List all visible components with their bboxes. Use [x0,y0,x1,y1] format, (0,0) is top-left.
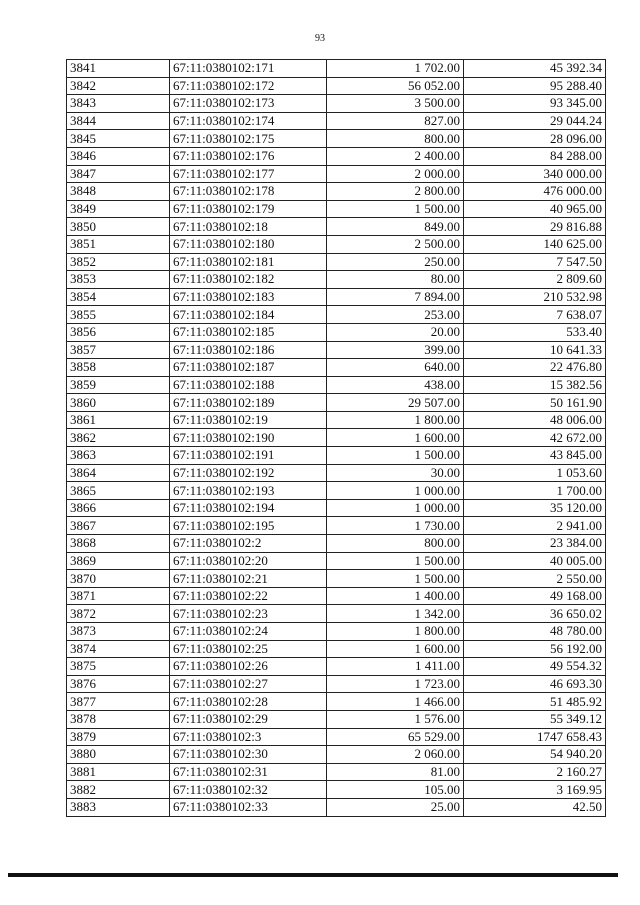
area-cell: 2 400.00 [327,147,464,165]
value-cell: 210 532.98 [464,288,606,306]
table-row [67,728,606,746]
value-cell: 42.50 [464,798,606,816]
area-cell: 2 800.00 [327,183,464,201]
area-cell: 1 000.00 [327,499,464,517]
cadastral-number-cell: 67:11:0380102:194 [170,499,327,517]
value-cell: 51 485.92 [464,693,606,711]
table-row [67,218,606,236]
value-cell: 10 641.33 [464,341,606,359]
area-cell: 1 800.00 [327,623,464,641]
area-cell: 81.00 [327,763,464,781]
cadastral-number-cell: 67:11:0380102:21 [170,570,327,588]
row-number-cell: 3882 [67,781,170,799]
table-row [67,640,606,658]
cadastral-number-cell: 67:11:0380102:18 [170,218,327,236]
cadastral-number-cell: 67:11:0380102:189 [170,394,327,412]
row-number-cell: 3851 [67,235,170,253]
cadastral-number-cell: 67:11:0380102:183 [170,288,327,306]
table-row [67,288,606,306]
table-row [67,323,606,341]
cadastral-number-cell: 67:11:0380102:191 [170,447,327,465]
value-cell: 29 816.88 [464,218,606,236]
value-cell: 55 349.12 [464,710,606,728]
cadastral-number-cell: 67:11:0380102:186 [170,341,327,359]
value-cell: 1747 658.43 [464,728,606,746]
bottom-divider [8,873,618,877]
area-cell: 7 894.00 [327,288,464,306]
area-cell: 29 507.00 [327,394,464,412]
area-cell: 30.00 [327,464,464,482]
value-cell: 340 000.00 [464,165,606,183]
table-row [67,746,606,764]
area-cell: 827.00 [327,112,464,130]
row-number-cell: 3863 [67,447,170,465]
table-row [67,183,606,201]
row-number-cell: 3853 [67,271,170,289]
value-cell: 7 638.07 [464,306,606,324]
area-cell: 1 730.00 [327,517,464,535]
row-number-cell: 3878 [67,710,170,728]
value-cell: 95 288.40 [464,77,606,95]
value-cell: 1 053.60 [464,464,606,482]
table-row [67,130,606,148]
area-cell: 1 000.00 [327,482,464,500]
value-cell: 22 476.80 [464,359,606,377]
area-cell: 1 400.00 [327,587,464,605]
value-cell: 2 809.60 [464,271,606,289]
row-number-cell: 3848 [67,183,170,201]
cadastral-number-cell: 67:11:0380102:179 [170,200,327,218]
cadastral-number-cell: 67:11:0380102:30 [170,746,327,764]
value-cell: 15 382.56 [464,376,606,394]
cadastral-number-cell: 67:11:0380102:3 [170,728,327,746]
row-number-cell: 3850 [67,218,170,236]
cadastral-number-cell: 67:11:0380102:19 [170,411,327,429]
area-cell: 800.00 [327,535,464,553]
area-cell: 1 500.00 [327,447,464,465]
row-number-cell: 3849 [67,200,170,218]
area-cell: 65 529.00 [327,728,464,746]
table-row [67,658,606,676]
table-row [67,77,606,95]
row-number-cell: 3883 [67,798,170,816]
row-number-cell: 3879 [67,728,170,746]
area-cell: 800.00 [327,130,464,148]
cadastral-table [66,59,606,817]
table-row [67,499,606,517]
area-cell: 1 723.00 [327,675,464,693]
value-cell: 50 161.90 [464,394,606,412]
table-row [67,112,606,130]
table-row [67,605,606,623]
value-cell: 23 384.00 [464,535,606,553]
table-row [67,429,606,447]
cadastral-number-cell: 67:11:0380102:172 [170,77,327,95]
row-number-cell: 3875 [67,658,170,676]
cadastral-number-cell: 67:11:0380102:171 [170,60,327,78]
cadastral-number-cell: 67:11:0380102:22 [170,587,327,605]
value-cell: 29 044.24 [464,112,606,130]
value-cell: 84 288.00 [464,147,606,165]
value-cell: 40 965.00 [464,200,606,218]
cadastral-number-cell: 67:11:0380102:181 [170,253,327,271]
value-cell: 45 392.34 [464,60,606,78]
row-number-cell: 3868 [67,535,170,553]
value-cell: 7 547.50 [464,253,606,271]
page-number: 93 [315,33,325,44]
area-cell: 1 500.00 [327,200,464,218]
area-cell: 1 466.00 [327,693,464,711]
value-cell: 54 940.20 [464,746,606,764]
table-row [67,359,606,377]
cadastral-number-cell: 67:11:0380102:175 [170,130,327,148]
table-row [67,798,606,816]
table-row [67,552,606,570]
table-row [67,271,606,289]
cadastral-number-cell: 67:11:0380102:28 [170,693,327,711]
value-cell: 49 554.32 [464,658,606,676]
cadastral-number-cell: 67:11:0380102:27 [170,675,327,693]
row-number-cell: 3847 [67,165,170,183]
row-number-cell: 3854 [67,288,170,306]
table-row [67,235,606,253]
area-cell: 1 600.00 [327,429,464,447]
table-body [67,60,606,817]
table-row [67,623,606,641]
row-number-cell: 3872 [67,605,170,623]
cadastral-number-cell: 67:11:0380102:182 [170,271,327,289]
row-number-cell: 3873 [67,623,170,641]
area-cell: 56 052.00 [327,77,464,95]
cadastral-number-cell: 67:11:0380102:185 [170,323,327,341]
cadastral-number-cell: 67:11:0380102:193 [170,482,327,500]
area-cell: 1 342.00 [327,605,464,623]
area-cell: 438.00 [327,376,464,394]
value-cell: 48 780.00 [464,623,606,641]
table-row [67,535,606,553]
table-row [67,147,606,165]
row-number-cell: 3860 [67,394,170,412]
row-number-cell: 3844 [67,112,170,130]
row-number-cell: 3880 [67,746,170,764]
area-cell: 253.00 [327,306,464,324]
cadastral-number-cell: 67:11:0380102:26 [170,658,327,676]
cadastral-number-cell: 67:11:0380102:31 [170,763,327,781]
value-cell: 2 160.27 [464,763,606,781]
row-number-cell: 3846 [67,147,170,165]
cadastral-number-cell: 67:11:0380102:180 [170,235,327,253]
row-number-cell: 3861 [67,411,170,429]
table-row [67,306,606,324]
row-number-cell: 3870 [67,570,170,588]
table-row [67,341,606,359]
area-cell: 1 800.00 [327,411,464,429]
table-row [67,675,606,693]
cadastral-number-cell: 67:11:0380102:192 [170,464,327,482]
cadastral-number-cell: 67:11:0380102:173 [170,95,327,113]
row-number-cell: 3843 [67,95,170,113]
table-row [67,517,606,535]
row-number-cell: 3871 [67,587,170,605]
row-number-cell: 3859 [67,376,170,394]
value-cell: 46 693.30 [464,675,606,693]
row-number-cell: 3865 [67,482,170,500]
value-cell: 1 700.00 [464,482,606,500]
row-number-cell: 3866 [67,499,170,517]
value-cell: 93 345.00 [464,95,606,113]
area-cell: 250.00 [327,253,464,271]
cadastral-number-cell: 67:11:0380102:174 [170,112,327,130]
table-row [67,587,606,605]
table-row [67,165,606,183]
row-number-cell: 3856 [67,323,170,341]
table-row [67,781,606,799]
cadastral-number-cell: 67:11:0380102:195 [170,517,327,535]
row-number-cell: 3876 [67,675,170,693]
cadastral-number-cell: 67:11:0380102:29 [170,710,327,728]
area-cell: 20.00 [327,323,464,341]
table-row [67,710,606,728]
cadastral-number-cell: 67:11:0380102:2 [170,535,327,553]
table-row [67,411,606,429]
cadastral-number-cell: 67:11:0380102:187 [170,359,327,377]
value-cell: 56 192.00 [464,640,606,658]
value-cell: 533.40 [464,323,606,341]
value-cell: 476 000.00 [464,183,606,201]
table-row [67,464,606,482]
area-cell: 80.00 [327,271,464,289]
cadastral-number-cell: 67:11:0380102:33 [170,798,327,816]
row-number-cell: 3855 [67,306,170,324]
row-number-cell: 3874 [67,640,170,658]
area-cell: 2 500.00 [327,235,464,253]
value-cell: 48 006.00 [464,411,606,429]
row-number-cell: 3842 [67,77,170,95]
cadastral-number-cell: 67:11:0380102:177 [170,165,327,183]
cadastral-number-cell: 67:11:0380102:24 [170,623,327,641]
row-number-cell: 3881 [67,763,170,781]
area-cell: 2 060.00 [327,746,464,764]
table-row [67,394,606,412]
area-cell: 3 500.00 [327,95,464,113]
area-cell: 2 000.00 [327,165,464,183]
cadastral-number-cell: 67:11:0380102:32 [170,781,327,799]
cadastral-number-cell: 67:11:0380102:23 [170,605,327,623]
value-cell: 49 168.00 [464,587,606,605]
area-cell: 25.00 [327,798,464,816]
table-row [67,693,606,711]
row-number-cell: 3852 [67,253,170,271]
area-cell: 1 600.00 [327,640,464,658]
cadastral-number-cell: 67:11:0380102:20 [170,552,327,570]
row-number-cell: 3845 [67,130,170,148]
cadastral-number-cell: 67:11:0380102:184 [170,306,327,324]
area-cell: 105.00 [327,781,464,799]
table-row [67,447,606,465]
table-row [67,482,606,500]
table-row [67,200,606,218]
area-cell: 1 702.00 [327,60,464,78]
area-cell: 849.00 [327,218,464,236]
value-cell: 140 625.00 [464,235,606,253]
row-number-cell: 3869 [67,552,170,570]
cadastral-number-cell: 67:11:0380102:176 [170,147,327,165]
cadastral-number-cell: 67:11:0380102:190 [170,429,327,447]
value-cell: 43 845.00 [464,447,606,465]
row-number-cell: 3867 [67,517,170,535]
area-cell: 1 411.00 [327,658,464,676]
area-cell: 399.00 [327,341,464,359]
table-row [67,253,606,271]
row-number-cell: 3841 [67,60,170,78]
cadastral-number-cell: 67:11:0380102:25 [170,640,327,658]
value-cell: 3 169.95 [464,781,606,799]
value-cell: 40 005.00 [464,552,606,570]
table-row [67,95,606,113]
cadastral-number-cell: 67:11:0380102:178 [170,183,327,201]
row-number-cell: 3864 [67,464,170,482]
value-cell: 36 650.02 [464,605,606,623]
area-cell: 1 500.00 [327,570,464,588]
area-cell: 1 576.00 [327,710,464,728]
area-cell: 1 500.00 [327,552,464,570]
table-row [67,763,606,781]
cadastral-number-cell: 67:11:0380102:188 [170,376,327,394]
value-cell: 35 120.00 [464,499,606,517]
area-cell: 640.00 [327,359,464,377]
row-number-cell: 3862 [67,429,170,447]
value-cell: 2 941.00 [464,517,606,535]
row-number-cell: 3858 [67,359,170,377]
table-row [67,60,606,78]
row-number-cell: 3857 [67,341,170,359]
value-cell: 28 096.00 [464,130,606,148]
table-row [67,570,606,588]
row-number-cell: 3877 [67,693,170,711]
table-row [67,376,606,394]
value-cell: 2 550.00 [464,570,606,588]
value-cell: 42 672.00 [464,429,606,447]
